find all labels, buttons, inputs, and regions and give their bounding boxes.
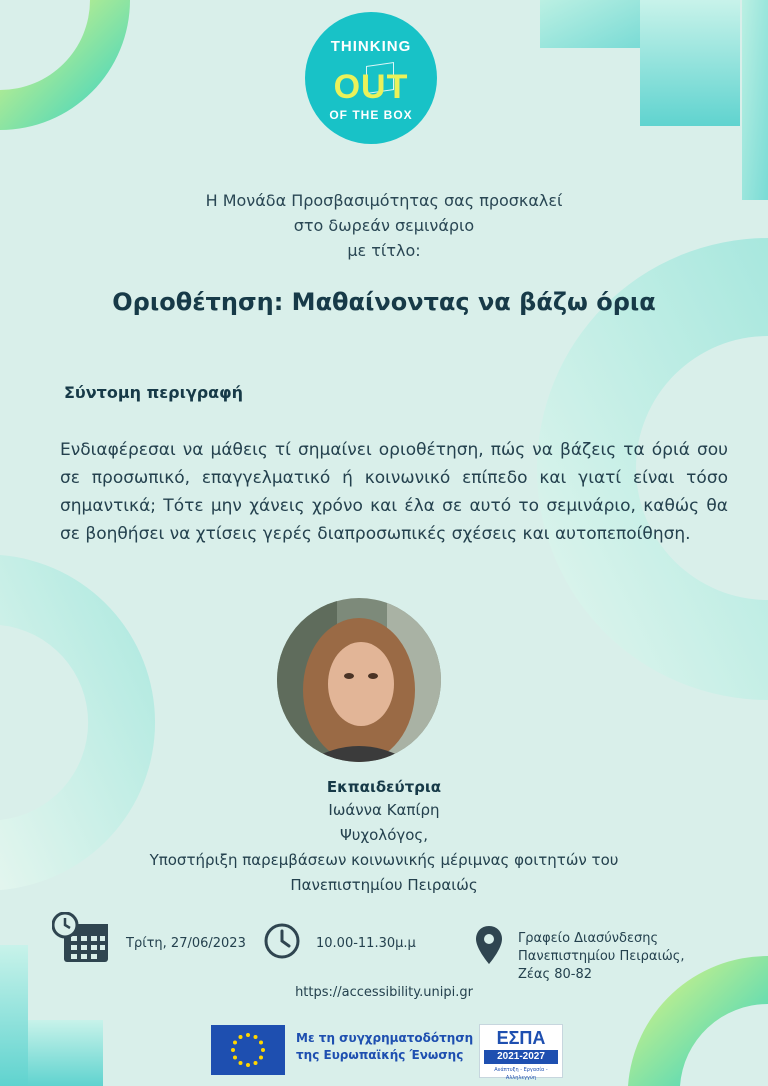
clock-icon — [263, 922, 301, 964]
website-link[interactable]: https://accessibility.unipi.gr — [295, 985, 473, 1000]
funding-line-1: Με τη συγχρηματοδότηση — [296, 1031, 474, 1045]
invitation-line-3: με τίτλο: — [347, 241, 421, 260]
trainer-affiliation-2: Πανεπιστημίου Πειραιώς — [290, 876, 478, 894]
location-pin-icon — [475, 925, 503, 969]
location-line-1: Γραφείο Διασύνδεσης — [518, 931, 659, 946]
invitation-text — [100, 188, 668, 263]
description-text: Ενδιαφέρεσαι να μάθεις τί σημαίνει οριοθέτηση, πώς να βάζεις τα όριά σου σε προσωπικό, επαγγελματικό ή κοινωνικό επίπεδο και γιατί είναι τόσο σημαντικά; Τότε μην χάνεις χρόνο και έλα σε αυτό το σεμινάριο, καθώς θα σε βοηθήσει να χτίσεις γερές διαπροσωπικές σχέσεις και αυτοπεποίθηση. — [60, 440, 728, 544]
eu-flag-logo — [211, 1025, 285, 1075]
location-line-2: Πανεπιστημίου Πειραιώς, — [518, 949, 685, 964]
trainer-label: Εκπαιδεύτρια — [326, 778, 442, 796]
thinking-out-of-the-box-logo — [305, 12, 437, 144]
espa-tagline: Ανάπτυξη - Εργασία - Αλληλεγγύη — [494, 1067, 548, 1081]
eu-funding-text — [296, 1030, 473, 1064]
logo-line-3: OF THE BOX — [329, 108, 413, 122]
funding-line-2: της Ευρωπαϊκής Ένωσης — [296, 1048, 464, 1062]
invitation-line-2: στο δωρεάν σεμινάριο — [293, 216, 475, 235]
event-date: Τρίτη, 27/06/2023 — [126, 936, 246, 951]
description-heading: Σύντομη περιγραφή — [64, 383, 244, 402]
seminar-title: Οριοθέτηση: Μαθαίνοντας να βάζω όρια — [112, 288, 656, 316]
trainer-photo — [277, 598, 441, 762]
espa-title: ΕΣΠΑ — [496, 1028, 546, 1048]
event-location — [518, 930, 685, 984]
location-line-3: Ζέας 80-82 — [518, 967, 593, 982]
espa-logo — [479, 1024, 563, 1081]
invitation-line-1: Η Μονάδα Προσβασιμότητας σας προσκαλεί — [205, 191, 563, 210]
trainer-role: Ψυχολόγος, — [339, 826, 428, 844]
trainer-affiliation-1: Υποστήριξη παρεμβάσεων κοινωνικής μέριμνας φοιτητών του — [149, 851, 619, 869]
logo-line-1: THINKING — [330, 38, 412, 55]
logo-line-2: OUT — [333, 68, 409, 106]
calendar-clock-icon — [52, 912, 110, 968]
event-time: 10.00-11.30μ.μ — [316, 936, 416, 951]
trainer-name: Ιωάννα Καπίρη — [328, 801, 440, 819]
espa-years: 2021-2027 — [484, 1050, 558, 1064]
